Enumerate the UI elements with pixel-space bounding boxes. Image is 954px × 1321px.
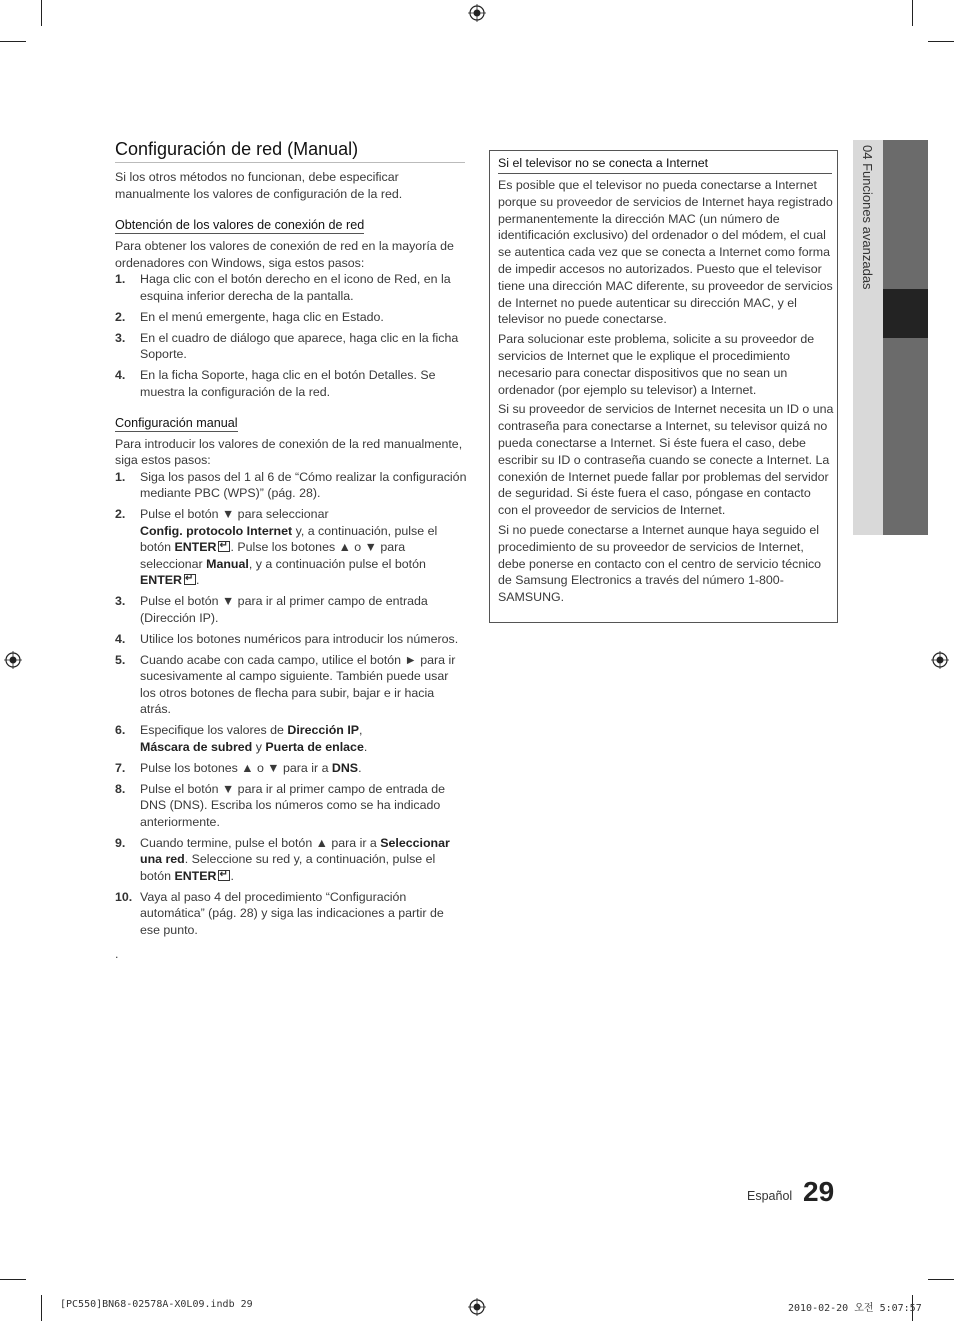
list-item: 3. En el cuadro de diálogo que aparece, haga clic en la ficha Soporte. — [115, 330, 459, 361]
manual-intro: Para introducir los valores de conexión de la red manualmente, siga estos pasos: — [115, 436, 463, 467]
enter-icon — [184, 574, 196, 585]
note-box-heading: Si el televisor no se conecta a Internet — [498, 156, 832, 174]
registration-mark-icon — [468, 1298, 486, 1316]
print-slug-right: 2010-02-20 오전 5:07:57 — [788, 1303, 922, 1314]
crop-mark — [912, 0, 913, 26]
list-item: 6. Especifique los valores de Dirección IP, Máscara de subred y Puerta de enlace. — [115, 723, 368, 754]
side-tab-label: 04 Funciones avanzadas — [860, 145, 875, 290]
crop-mark — [0, 1279, 26, 1280]
list-item: 4. En la ficha Soporte, haga clic en el botón Detalles. Se muestra la configuración de la red. — [115, 368, 436, 399]
crop-mark — [928, 41, 954, 42]
crop-mark — [41, 1295, 42, 1321]
page-title: Configuración de red (Manual) — [115, 139, 465, 163]
list-item: 10. Vaya al paso 4 del procedimiento “Configuración automática” (pág. 28) y siga las indicaciones a partir de ese punto. — [115, 889, 444, 937]
note-paragraph: Es posible que el televisor no pueda conectarse a Internet porque su proveedor de servicios de Internet haya registrado permanentemente la dirección MAC (un número de identificación exclusivo) del ordenador o del módem, el cual se autentica cada vez que se conecta a Internet como forma de impedir accesos no autorizados. Puesto que el televisor tiene una dirección MAC diferente, su proveedor de servicios de Internet no puede autenticar su dirección MAC, y el televisor no puede conectarse. — [498, 178, 833, 327]
list-item: 2. Pulse el botón ▼ para seleccionar Config. protocolo Internet y, a continuación, pulse el botón ENTER↵ . Pulse los botones ▲ o ▼ para seleccionar Manual, y a continuación pulse el botón ENTER↵ . — [115, 506, 467, 589]
list-item: 7. Pulse los botones ▲ o ▼ para ir a DNS. — [115, 760, 362, 775]
registration-mark-icon — [4, 651, 22, 669]
left-column — [115, 169, 467, 963]
note-box — [489, 150, 838, 623]
obtain-heading: Obtención de los valores de conexión de red — [115, 218, 365, 232]
obtain-steps — [115, 271, 467, 400]
manual-steps — [115, 469, 467, 939]
list-item: 1. Siga los pasos del 1 al 6 de “Cómo realizar la configuración mediante PBC (WPS)” (pág. 28). — [115, 469, 467, 500]
list-item: 1. Haga clic con el botón derecho en el icono de Red, en la esquina inferior derecha de la pantalla. — [115, 272, 451, 303]
enter-icon — [218, 870, 230, 881]
note-paragraph: Para solucionar este problema, solicite a su proveedor de servicios de Internet que le explique el procedimiento necesario para conectar dispositivos que no sean un ordenador (por ejemplo su televisor) a Internet. — [498, 332, 815, 397]
crop-mark — [928, 1279, 954, 1280]
note-box-body — [498, 177, 834, 609]
page-number: 29 — [803, 1176, 835, 1207]
footer-language: Español — [747, 1189, 793, 1203]
registration-mark-icon — [931, 651, 949, 669]
list-item: 2. En el menú emergente, haga clic en Estado. — [115, 309, 384, 324]
list-item: 3. Pulse el botón ▼ para ir al primer campo de entrada (Dirección IP). — [115, 594, 428, 625]
crop-mark — [0, 41, 26, 42]
note-paragraph: Si su proveedor de servicios de Internet necesita un ID o una contraseña para conectarse a Internet, su televisor quizá no pueda conectarse a Internet. Si éste fuera el caso, debe escribir su ID o contraseña cuando se conecte a Internet. La conexión de Internet puede fallar por problemas del servidor de seguridad. Si éste fuera el caso, póngase en contacto con el proveedor de servicios de Internet. — [498, 402, 834, 518]
note-paragraph: Si no puede conectarse a Internet aunque haya seguido el procedimiento de su proveedor de servicios de Internet, debe ponerse en contacto con el centro de servicio técnico de Samsung Electronics a través del número 1-800-SAMSUNG. — [498, 522, 822, 605]
obtain-intro: Para obtener los valores de conexión de red en la mayoría de ordenadores con Windows, siga estos pasos: — [115, 239, 454, 270]
enter-icon — [218, 541, 230, 552]
intro-text: Si los otros métodos no funcionan, debe especificar manualmente los valores de configuración de la red. — [115, 170, 403, 201]
side-tab-marker — [883, 289, 928, 338]
list-item: 4. Utilice los botones numéricos para introducir los números. — [115, 631, 459, 646]
list-item: 9. Cuando termine, pulse el botón ▲ para ir a Seleccionar una red. Seleccione su red y, a continuación, pulse el botón ENTER↵ . — [115, 835, 467, 885]
manual-heading: Configuración manual — [115, 415, 238, 430]
crop-mark — [41, 0, 42, 26]
stray-dot: . — [115, 947, 119, 961]
list-item: 5. Cuando acabe con cada campo, utilice el botón ► para ir sucesivamente al campo siguiente. También puede usar los otros botones de flecha para subir, bajar e ir hacia atrás. — [115, 652, 456, 716]
list-item: 8. Pulse el botón ▼ para ir al primer campo de entrada de DNS (DNS). Escriba los números como se ha indicado anteriormente. — [115, 781, 445, 829]
print-slug-left: [PC550]BN68-02578A-X0L09.indb 29 — [60, 1299, 253, 1310]
registration-mark-icon — [468, 4, 486, 22]
